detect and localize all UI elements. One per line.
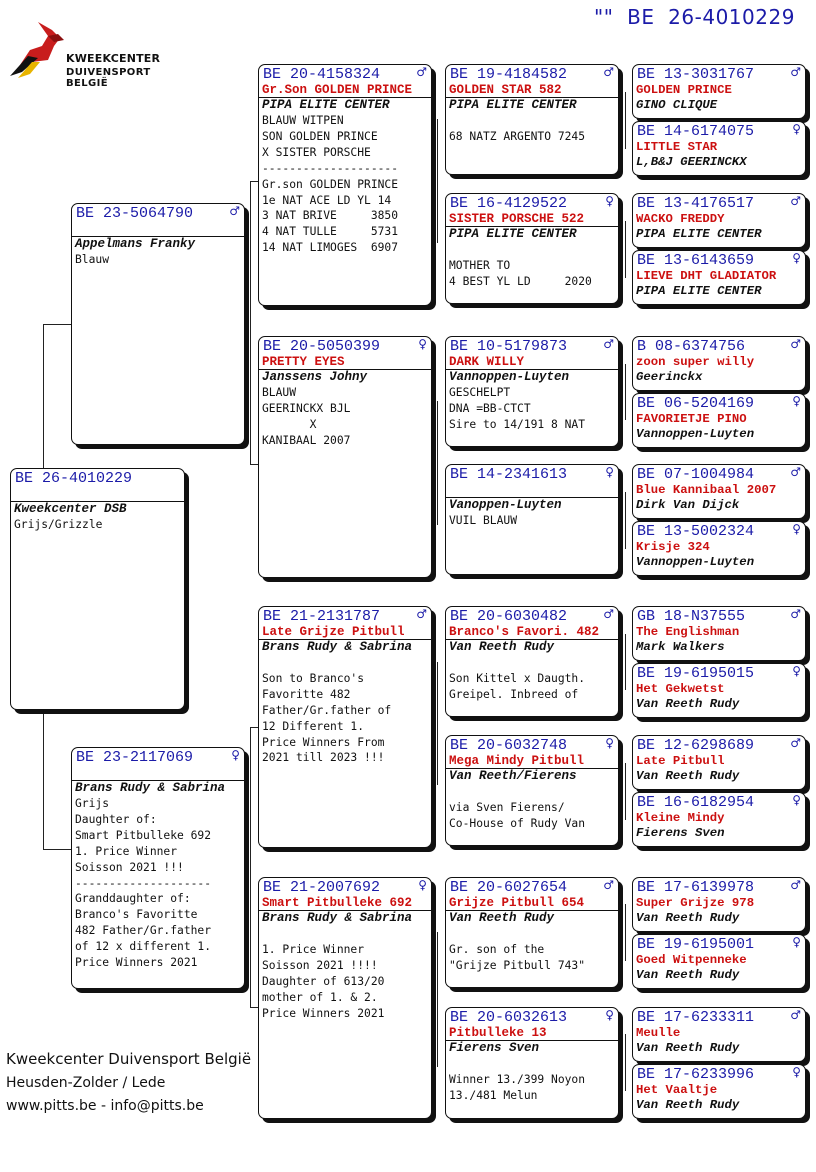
pedigree-title: "" BE 26-4010229 [594, 5, 795, 29]
pigeon-name: LIEVE DHT GLADIATOR [636, 269, 777, 283]
pigeon-name: Pitbulleke 13 [446, 1026, 618, 1041]
breeder-name: PIPA ELITE CENTER [262, 98, 390, 112]
ring-number: BE 20-6032748 [450, 737, 568, 754]
breeder-name: Vannoppen-Luyten [636, 426, 755, 441]
male-icon: ♂ [416, 607, 427, 621]
connector-line [43, 324, 71, 325]
ring-number: BE 19-6195015 [637, 665, 755, 682]
pigeon-name: Late Grijze Pitbull [259, 625, 431, 640]
pigeon-name: Branco's Favori. 482 [446, 625, 618, 640]
breeder-name: Janssens Johny [262, 370, 368, 384]
connector-line [43, 849, 71, 850]
connector-line [625, 763, 626, 820]
connector-line [625, 221, 626, 278]
pigeon-card-gen5[interactable] [632, 606, 806, 661]
female-icon: ♀ [792, 522, 801, 536]
ring-number: BE 17-6139978 [637, 879, 755, 896]
pigeon-info: 68 NATZ ARGENTO 7245 [449, 129, 586, 143]
male-icon: ♂ [603, 65, 614, 79]
breeder-name: Fierens Sven [449, 1041, 540, 1055]
ring-number: BE 17-6233996 [637, 1066, 755, 1083]
pigeon-card-sd[interactable] [258, 336, 432, 578]
breeder-name: Brans Rudy & Sabrina [262, 640, 413, 654]
kweekcenter-logo [8, 16, 188, 89]
pigeon-card-ds[interactable] [258, 606, 432, 848]
pigeon-name: SISTER PORSCHE 522 [446, 212, 618, 227]
pigeon-name: Super Grijze 978 [636, 896, 755, 910]
pigeon-name: Late Pitbull [636, 754, 725, 768]
pigeon-card-dds[interactable] [445, 877, 619, 988]
pigeon-info: Son Kittel x Daugth. Greipel. Inbreed of [449, 671, 586, 701]
pigeon-name-empty [446, 483, 618, 498]
ring-number: BE 26-4010229 [15, 470, 133, 487]
pigeon-card-dd[interactable] [258, 877, 432, 1119]
footer-contact: www.pitts.be - info@pitts.be [6, 1098, 204, 1114]
connector-line [437, 662, 438, 785]
ring-number: BE 19-4184582 [450, 66, 568, 83]
pigeon-info: GESCHELPT DNA =BB-CTCT Sire to 14/191 8 NAT [449, 386, 586, 431]
ring-number: BE 20-6032613 [450, 1009, 568, 1026]
ring-number: BE 13-5002324 [637, 523, 755, 540]
breeder-name: Van Reeth Rudy [449, 911, 555, 925]
female-icon: ♀ [792, 664, 801, 678]
ring-number: GB 18-N37555 [637, 608, 746, 625]
pigeon-card-gen5[interactable] [632, 934, 806, 989]
connector-line [437, 932, 438, 1067]
pigeon-card-gen5[interactable] [632, 121, 806, 176]
pigeon-name: GOLDEN PRINCE [636, 83, 732, 97]
ring-number: BE 13-4176517 [637, 195, 755, 212]
breeder-name: PIPA ELITE CENTER [636, 226, 762, 241]
breeder-name: Vannoppen-Luyten [636, 554, 755, 569]
male-icon: ♂ [790, 736, 801, 750]
ring-number: BE 17-6233311 [637, 1009, 755, 1026]
breeder-name: PIPA ELITE CENTER [449, 227, 577, 241]
breeder-name: Dirk Van Dijck [636, 497, 740, 512]
pigeon-name: Krisje 324 [636, 540, 710, 554]
breeder-name: Brans Rudy & Sabrina [262, 911, 413, 925]
pigeon-name-empty [11, 487, 184, 502]
pigeon-card-ssd[interactable] [445, 193, 619, 304]
connector-line [250, 464, 258, 465]
connector-line [250, 1007, 258, 1008]
pigeon-card-sds[interactable] [445, 336, 619, 447]
ring-number: BE 19-6195001 [637, 936, 755, 953]
connector-line [250, 727, 258, 728]
male-icon: ♂ [603, 337, 614, 351]
connector-line [250, 181, 258, 182]
pigeon-info: Blauw [75, 253, 110, 266]
female-icon: ♀ [792, 1065, 801, 1079]
logo-subtitle: DUIVENSPORT BELGIË [66, 67, 151, 89]
pigeon-info: Son to Branco's Favoritte 482 Father/Gr.father of 12 Different 1. Price Winners From 2021 till 2023 !!! [262, 671, 392, 765]
pigeon-info: BLAUW WITPEN SON GOLDEN PRINCE X SISTER PORSCHE -------------------- Gr.son GOLDEN PRINCE 1e NAT ACE LD YL 14 3 NAT BRIVE 3850 4 NAT TULLE 5731 14 NAT LIMOGES 6907 [262, 114, 399, 255]
pigeon-card-gen5[interactable] [632, 735, 806, 790]
footer-company: Kweekcenter Duivensport België [6, 1050, 252, 1068]
pigeon-card-dss[interactable] [445, 606, 619, 717]
ring-number: BE 20-6027654 [450, 879, 568, 896]
pigeon-info: VUIL BLAUW [449, 514, 518, 527]
ring-number: BE 13-3031767 [637, 66, 755, 83]
pigeon-card-ss[interactable] [258, 64, 432, 306]
ring-number: BE 23-5064790 [76, 205, 194, 222]
pigeon-card-gen5[interactable] [632, 464, 806, 519]
ring-number: BE 14-6174075 [637, 123, 755, 140]
pigeon-name-empty [72, 222, 244, 237]
breeder-name: Vanoppen-Luyten [449, 498, 562, 512]
pigeon-name: GOLDEN STAR 582 [446, 83, 618, 98]
pigeon-info: Grijs Daughter of: Smart Pitbulleke 692 1. Price Winner Soisson 2021 !!! -------------------- Granddaughter of: Branco's Favoritte 482 Father/Gr.father of 12 x different 1. Price Winners 2021 [75, 797, 212, 970]
pigeon-name: PRETTY EYES [259, 355, 431, 370]
pigeon-name: Smart Pitbulleke 692 [259, 896, 431, 911]
pigeon-card-gen5[interactable] [632, 1064, 806, 1119]
pigeon-info: via Sven Fierens/ Co-House of Rudy Van [449, 800, 586, 830]
female-icon: ♀ [792, 394, 801, 408]
ring-number: BE 20-5050399 [263, 338, 381, 355]
pigeon-card-gen5[interactable] [632, 193, 806, 248]
connector-line [625, 364, 626, 420]
pigeon-info: 1. Price Winner Soisson 2021 !!!! Daughter of 613/20 mother of 1. & 2. Price Winners 2021 [262, 942, 385, 1020]
male-icon: ♂ [790, 337, 801, 351]
breeder-name: GINO CLIQUE [636, 97, 718, 112]
male-icon: ♂ [603, 607, 614, 621]
pigeon-card-subject[interactable] [10, 468, 185, 710]
female-icon: ♀ [792, 935, 801, 949]
male-icon: ♂ [416, 65, 427, 79]
connector-line [437, 119, 438, 243]
pigeon-name: Het Vaaltje [636, 1083, 718, 1097]
female-icon: ♀ [418, 337, 427, 351]
male-icon: ♂ [603, 878, 614, 892]
female-icon: ♀ [605, 194, 614, 208]
pigeon-name: WACKO FREDDY [636, 212, 725, 226]
pigeon-card-sdd[interactable] [445, 464, 619, 575]
female-icon: ♀ [418, 878, 427, 892]
ring-number: BE 06-5204169 [637, 395, 755, 412]
connector-line [625, 492, 626, 549]
breeder-name: Van Reeth Rudy [449, 640, 555, 654]
female-icon: ♀ [792, 122, 801, 136]
ring-number: BE 20-4158324 [263, 66, 381, 83]
pigeon-card-dsd[interactable] [445, 735, 619, 846]
pigeon-card-ddd[interactable] [445, 1007, 619, 1119]
pigeon-card-gen5[interactable] [632, 1007, 806, 1062]
pigeon-info: Winner 13./399 Noyon 13./481 Melun [449, 1072, 586, 1102]
pigeon-card-sire[interactable] [71, 203, 245, 445]
connector-line [625, 1034, 626, 1091]
logo-title: KWEEKCENTER [66, 52, 161, 65]
pigeon-card-dam[interactable] [71, 747, 245, 989]
ring-number: BE 16-6182954 [637, 794, 755, 811]
pigeon-card-gen5[interactable] [632, 64, 806, 119]
connector-line [250, 727, 251, 1007]
pigeon-info: BLAUW GEERINCKX BJL X KANIBAAL 2007 [262, 386, 351, 447]
pigeon-name: Kleine Mindy [636, 811, 725, 825]
pigeon-name: Blue Kannibaal 2007 [636, 483, 777, 497]
female-icon: ♀ [605, 1008, 614, 1022]
pigeon-name: Mega Mindy Pitbull [446, 754, 618, 769]
pigeon-info: MOTHER TO 4 BEST YL LD 2020 [449, 258, 592, 288]
connector-line [625, 634, 626, 690]
pigeon-name: FAVORIETJE PINO [636, 412, 747, 426]
ring-number: BE 23-2117069 [76, 749, 194, 766]
pigeon-card-gen5[interactable] [632, 877, 806, 932]
female-icon: ♀ [792, 793, 801, 807]
pigeon-name: Het Gekwetst [636, 682, 725, 696]
pigeon-name: zoon super willy [636, 355, 755, 369]
male-icon: ♂ [790, 65, 801, 79]
male-icon: ♂ [229, 204, 240, 218]
breeder-name: Van Reeth Rudy [636, 768, 740, 783]
breeder-name: Vannoppen-Luyten [449, 370, 570, 384]
pigeon-card-gen5[interactable] [632, 521, 806, 576]
ring-number: B 08-6374756 [637, 338, 746, 355]
ring-number: BE 13-6143659 [637, 252, 755, 269]
pigeon-logo-icon [8, 16, 68, 78]
female-icon: ♀ [605, 465, 614, 479]
footer-location: Heusden-Zolder / Lede [6, 1075, 166, 1091]
pigeon-name: Grijze Pitbull 654 [446, 896, 618, 911]
breeder-name: Kweekcenter DSB [14, 502, 127, 516]
pigeon-card-gen5[interactable] [632, 250, 806, 305]
breeder-name: Brans Rudy & Sabrina [75, 781, 226, 795]
breeder-name: Fierens Sven [636, 825, 725, 840]
breeder-name: Van Reeth/Fierens [449, 769, 577, 783]
pigeon-name: Gr.Son GOLDEN PRINCE [259, 83, 431, 98]
male-icon: ♂ [790, 465, 801, 479]
pigeon-name: Goed Witpenneke [636, 953, 747, 967]
connector-line [250, 181, 251, 464]
connector-line [625, 904, 626, 961]
pigeon-card-gen5[interactable] [632, 792, 806, 847]
pigeon-info: Grijs/Grizzle [14, 518, 103, 531]
ring-number: BE 10-5179873 [450, 338, 568, 355]
pigeon-card-gen5[interactable] [632, 336, 806, 391]
connector-line [437, 401, 438, 525]
breeder-name: Geerinckx [636, 369, 703, 384]
male-icon: ♂ [790, 194, 801, 208]
breeder-name: Van Reeth Rudy [636, 696, 740, 711]
male-icon: ♂ [790, 607, 801, 621]
breeder-name: Mark Walkers [636, 639, 725, 654]
breeder-name: PIPA ELITE CENTER [636, 283, 762, 298]
pigeon-name: The Englishman [636, 625, 740, 639]
pigeon-name: DARK WILLY [446, 355, 618, 370]
pigeon-name-empty [72, 766, 244, 781]
female-icon: ♀ [792, 251, 801, 265]
pigeon-card-gen5[interactable] [632, 663, 806, 718]
female-icon: ♀ [605, 736, 614, 750]
breeder-name: Van Reeth Rudy [636, 910, 740, 925]
pigeon-card-sss[interactable] [445, 64, 619, 175]
breeder-name: Appelmans Franky [75, 237, 196, 251]
breeder-name: Van Reeth Rudy [636, 1097, 740, 1112]
pigeon-card-gen5[interactable] [632, 393, 806, 448]
ring-number: BE 07-1004984 [637, 466, 755, 483]
ring-number: BE 20-6030482 [450, 608, 568, 625]
breeder-name: PIPA ELITE CENTER [449, 98, 577, 112]
breeder-name: L,B&J GEERINCKX [636, 154, 747, 169]
breeder-name: Van Reeth Rudy [636, 967, 740, 982]
male-icon: ♂ [790, 1008, 801, 1022]
pigeon-info: Gr. son of the "Grijze Pitbull 743" [449, 942, 586, 972]
connector-line [625, 92, 626, 149]
ring-number: BE 21-2131787 [263, 608, 381, 625]
ring-number: BE 14-2341613 [450, 466, 568, 483]
breeder-name: Van Reeth Rudy [636, 1040, 740, 1055]
ring-number: BE 21-2007692 [263, 879, 381, 896]
female-icon: ♀ [231, 748, 240, 762]
male-icon: ♂ [790, 878, 801, 892]
pigeon-name: Meulle [636, 1026, 681, 1040]
ring-number: BE 12-6298689 [637, 737, 755, 754]
pigeon-name: LITTLE STAR [636, 140, 718, 154]
ring-number: BE 16-4129522 [450, 195, 568, 212]
